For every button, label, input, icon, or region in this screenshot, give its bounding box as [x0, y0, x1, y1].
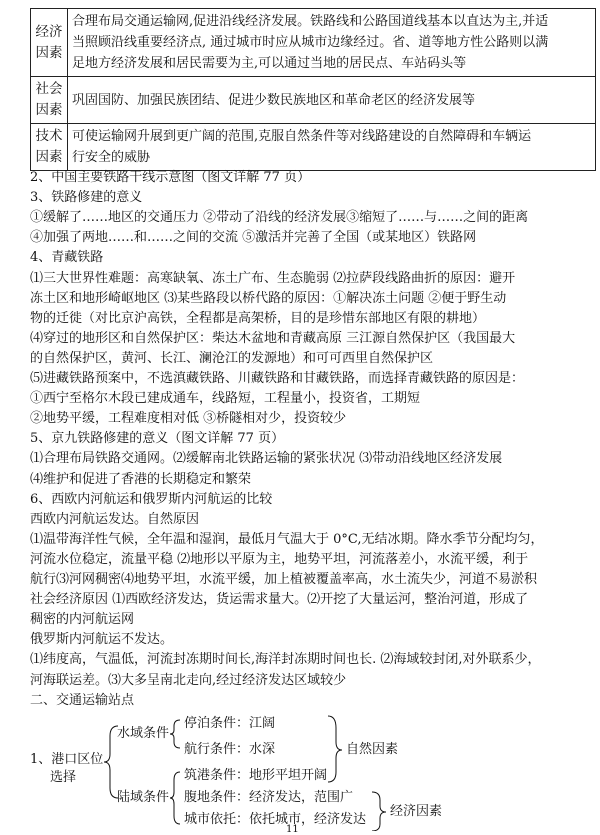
factor-table [30, 8, 596, 171]
text-line: ⑴纬度高，气温低，河流封冻期时间长,海洋封冻期时间也长. ⑵海域较封闭,对外联系少， [30, 652, 541, 668]
text-line: 6、西欧内河航运和俄罗斯内河航运的比较 [30, 491, 273, 507]
text-line: 二、交通运输站点 [30, 692, 135, 708]
text-line: 西欧内河航运发达。自然原因 [30, 511, 200, 527]
text-line: 4、青藏铁路 [30, 250, 104, 266]
table-row-head: 技术因素 [31, 124, 68, 171]
text-line: ①西宁至格尔木段已建成通车，线路短，工程量小，投资省，工期短 [30, 391, 421, 407]
text-line: ⑸进藏铁路预案中，不选滇藏铁路、川藏铁路和甘藏铁路，而选择青藏铁路的原因是： [30, 371, 525, 386]
water-brace [170, 720, 180, 748]
table-cell-line: 合理布局交通运输网,促进沿线经济发展。铁路线和公路国道线基本以直达为主,并适 [72, 14, 549, 29]
text-line: 3、铁路修建的意义 [30, 190, 143, 206]
page-number: 11 [286, 824, 299, 835]
table-row-content [68, 77, 596, 124]
text-line: 物的迁徙（对比京沪高铁，全程都是高架桥，目的是珍惜东部地区有限的耕地） [30, 310, 486, 326]
text-line: ⑷穿过的地形区和自然保护区：柴达木盆地和青藏高原 三江源自然保护区（我国最大 [30, 330, 516, 346]
berth-condition: 停泊条件：江阔 [184, 716, 276, 731]
text-line: 稠密的内河航运网 [30, 612, 135, 628]
text-line: 社会经济原因 ⑴西欧经济发达，货运需求量大。⑵开挖了大量运河，整治河道，形成了 [30, 592, 529, 608]
construction-condition: 筑港条件：地形平坦开阔 [184, 768, 328, 783]
land-brace [170, 772, 180, 824]
port-location-diagram [0, 712, 600, 835]
table-row-head: 经济因素 [31, 9, 68, 77]
table-row-content [68, 9, 596, 77]
table-cell-line: 当照顾沿线重要经济点, 通过城市时应从城市边缘经过。省、道等地方性公路则以满 [72, 35, 549, 50]
hinterland-condition: 腹地条件：经济发达，范围广 [184, 790, 354, 805]
text-line: 航行⑶河网稠密⑷地势平坦，水流平缓，加上植被覆盖率高，水土流失少，河道不易淤积 [30, 572, 538, 587]
table-row [31, 124, 596, 171]
navigation-condition: 航行条件：水深 [184, 742, 276, 757]
table-cell-line: 巩固国防、加强民族团结、促进少数民族地区和革命老区的经济发展等 [72, 92, 476, 108]
table-row-head: 社会因素 [31, 77, 68, 124]
diagram-main-label: 1、港口区位 [30, 752, 104, 767]
table-cell-line: 足地方经济发展和居民需要为主,可以通过当地的居民点、车站码头等 [72, 56, 467, 71]
text-line: 5、京九铁路修建的意义（图文详解 77 页） [30, 431, 285, 447]
text-line: 河海联运差。⑶大多呈南北走向,经过经济发达区域较少 [30, 672, 347, 688]
economic-factor-label: 经济因素 [390, 804, 443, 819]
water-conditions-label: 水域条件 [117, 726, 170, 741]
economic-brace [372, 792, 386, 831]
text-line: ②地势平缓，工程难度相对低 ③桥隧相对少，投资较少 [30, 411, 347, 427]
text-line: 俄罗斯内河航运不发达。 [30, 632, 174, 648]
text-line: 冻土区和地形崎岖地区 ⑶某些路段以桥代路的原因：①解决冻土问题 ②便于野生动 [30, 290, 507, 306]
text-line: 的自然保护区，黄河、长江、澜沧江的发源地）和可可西里自然保护区 [30, 350, 434, 366]
table-row [31, 77, 596, 124]
text-line: 河流水位稳定，流量平稳 ⑵地形以平原为主，地势平坦，河流落差小，水流平缓，利于 [30, 551, 529, 567]
table-row [31, 9, 596, 77]
main-brace [104, 726, 118, 798]
natural-factor-label: 自然因素 [346, 742, 399, 757]
text-line: ⑴温带海洋性气候，全年温和湿润，最低月气温大于 0°C,无结冰期。降水季节分配均匀， [30, 531, 544, 547]
text-line: ⑷维护和促进了香港的长期稳定和繁荣 [30, 471, 252, 487]
text-line: ⑴三大世界性难题：高寒缺氧、冻土广布、生态脆弱 ⑵拉萨段线路曲折的原因：避开 [30, 270, 516, 286]
table-row-content [68, 124, 596, 171]
diagram-main-label-2: 选择 [50, 770, 77, 785]
table-cell-line: 可使运输网升展到更广阔的范围,克服自然条件等对线路建设的自然障碍和车辆运 [72, 129, 532, 144]
text-line: ④加强了两地……和……之间的交流 ⑤激活并完善了全国（或某地区）铁路网 [30, 230, 477, 246]
city-condition: 城市依托：依托城市，经济发达 [184, 812, 367, 827]
land-conditions-label: 陆域条件 [117, 790, 170, 805]
text-line: ①缓解了……地区的交通压力 ②带动了沿线的经济发展③缩短了……与……之间的距离 [30, 210, 529, 226]
text-line: ⑴合理布局铁路交通网。⑵缓解南北铁路运输的紧张状况 ⑶带动沿线地区经济发展 [30, 451, 503, 467]
text-line: 2、中国主要铁路干线示意图（图文详解 77 页） [30, 170, 311, 185]
table-cell-line: 行安全的威胁 [72, 150, 151, 165]
natural-brace [328, 716, 342, 782]
